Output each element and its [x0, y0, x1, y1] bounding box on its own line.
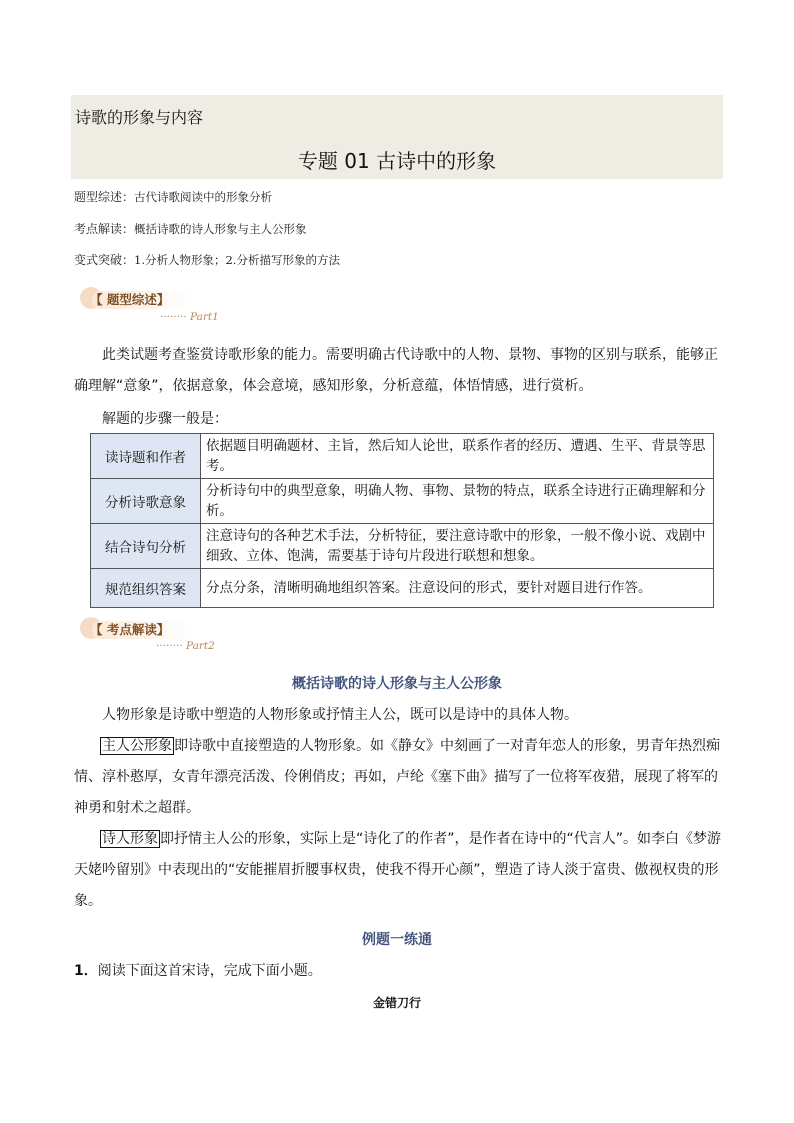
meta-line-point: [74, 220, 307, 237]
term-protagonist: 主人公形象: [102, 738, 172, 754]
step-label: 分析诗歌意象: [91, 479, 201, 524]
question-number: 1．: [74, 963, 98, 979]
example-heading: 例题一练通: [362, 932, 432, 948]
question: [74, 960, 322, 980]
meta-value: 1.分析人物形象；2.分析描写形象的方法: [134, 253, 340, 267]
section-badge-label: 【 题型综述】: [90, 292, 170, 307]
meta-key: 变式突破：: [74, 253, 135, 267]
steps-lead: 解题的步骤一般是：: [102, 411, 228, 427]
table-row: [91, 569, 714, 608]
step-text: 分析诗句中的典型意象，明确人物、事物、景物的特点，联系全诗进行正确理解和分析。: [201, 479, 714, 524]
paragraph-protagonist: [74, 731, 724, 824]
step-text: 分点分条，清晰明确地组织答案。注意设问的形式，要针对题目进行作答。: [201, 569, 714, 608]
poem-title: 金错刀行: [372, 996, 421, 1010]
steps-table: [90, 433, 714, 608]
paragraph-character: 人物形象是诗歌中塑造的人物形象或抒情主人公，既可以是诗中的具体人物。: [102, 707, 578, 723]
section-badge-label: 【 考点解读】: [90, 622, 170, 637]
step-label: 结合诗句分析: [91, 524, 201, 569]
paragraph-text: 即抒情主人公的形象，实际上是“诗化了的作者”，是作者在诗中的“代言人”。如李白《梦游天姥吟留别》中表现出的“安能摧眉折腰事权贵，使我不得开心颜”，塑造了诗人淡于富贵、傲视权贵的形象。: [74, 831, 722, 909]
step-text: 注意诗句的各种艺术手法，分析特征，要注意诗歌中的形象，一般不像小说、戏剧中细致、立体、饱满，需要基于诗句片段进行联想和想象。: [201, 524, 714, 569]
meta-line-type: [74, 188, 272, 205]
step-label: 规范组织答案: [91, 569, 201, 608]
term-poet: 诗人形象: [102, 831, 158, 847]
table-row: [91, 524, 714, 569]
section-heading: 概括诗歌的诗人形象与主人公形象: [292, 676, 502, 692]
section-badge-overview: [80, 287, 230, 311]
section-badge-analysis: [80, 617, 230, 641]
meta-value: 概括诗歌的诗人形象与主人公形象: [134, 222, 307, 236]
meta-key: 考点解读：: [74, 222, 135, 236]
part-label: ········ Part2: [156, 640, 215, 652]
meta-key: 题型综述：: [74, 190, 135, 204]
page-title: 专题 01 古诗中的形象: [297, 149, 497, 173]
part-label: ········ Part1: [160, 311, 219, 323]
step-label: 读诗题和作者: [91, 434, 201, 479]
header-subtitle: 诗歌的形象与内容: [75, 108, 204, 127]
intro-paragraph: 此类试题考查鉴赏诗歌形象的能力。需要明确古代诗歌中的人物、景物、事物的区别与联系，能够正确理解“意象”，依据意象，体会意境，感知形象，分析意蕴，体悟情感，进行赏析。: [74, 347, 718, 394]
paragraph-poet: [74, 824, 724, 917]
step-text: 依据题目明确题材、主旨，然后知人论世，联系作者的经历、遭遇、生平、背景等思考。: [201, 434, 714, 479]
table-row: [91, 479, 714, 524]
paragraph-text: 即诗歌中直接塑造的人物形象。如《静女》中刻画了一对青年恋人的形象，男青年热烈痴情、淳朴憨厚，女青年漂亮活泼、伶俐俏皮；再如，卢纶《塞下曲》描写了一位将军夜猎，展现了将军的神勇和射术之超群。: [74, 738, 720, 816]
meta-line-variant: [74, 251, 340, 268]
meta-value: 古代诗歌阅读中的形象分析: [134, 190, 273, 204]
table-row: [91, 434, 714, 479]
question-text: 阅读下面这首宋诗，完成下面小题。: [97, 963, 322, 979]
header-band: [71, 95, 723, 179]
